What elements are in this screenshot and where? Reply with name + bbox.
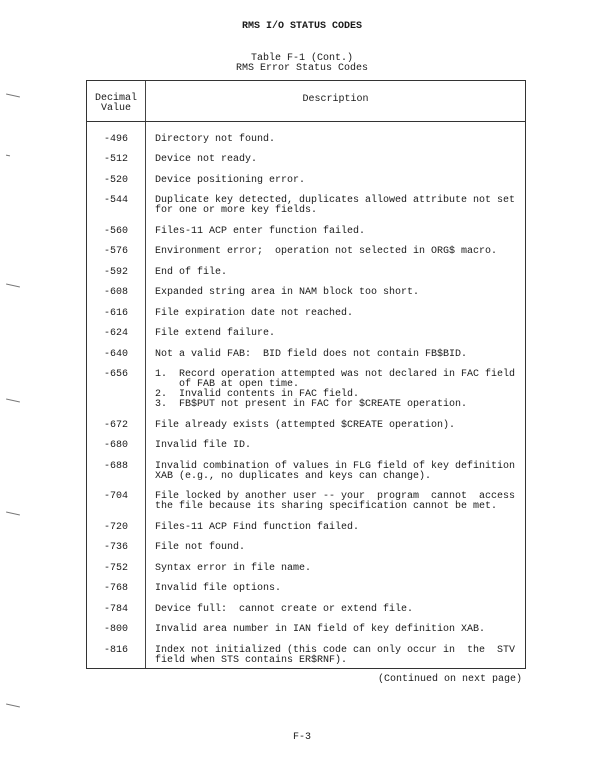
description bbox=[145, 421, 459, 431]
table-row bbox=[87, 553, 525, 574]
description-line: Device full: cannot create or extend file. bbox=[155, 603, 414, 615]
description-line: Files-11 ACP enter function failed. bbox=[155, 225, 366, 237]
table-row bbox=[87, 257, 525, 278]
decimal-value: -592 bbox=[103, 266, 128, 278]
table-row bbox=[87, 594, 525, 615]
status-codes-table bbox=[86, 80, 526, 669]
table-row bbox=[87, 360, 525, 411]
item-text bbox=[179, 400, 467, 410]
description bbox=[145, 441, 255, 451]
margin-mark bbox=[6, 155, 10, 157]
description-line: for one or more key fields. bbox=[155, 205, 318, 216]
margin-mark bbox=[6, 94, 20, 98]
table-body bbox=[87, 124, 525, 666]
decimal-value: -520 bbox=[103, 174, 128, 186]
description bbox=[145, 543, 249, 553]
table-number: Table F-1 (Cont.) bbox=[250, 53, 354, 64]
description-line: Invalid file options. bbox=[155, 583, 282, 594]
description bbox=[145, 247, 501, 257]
description bbox=[145, 492, 519, 512]
decimal-value: -800 bbox=[103, 624, 128, 635]
description bbox=[145, 309, 357, 319]
decimal-value: -608 bbox=[103, 287, 128, 298]
description-line: Invalid area number in IAN field of key definition XAB. bbox=[155, 624, 486, 635]
description bbox=[145, 564, 315, 574]
header-decimal-value bbox=[87, 94, 145, 114]
table-row bbox=[87, 165, 525, 186]
decimal-value: -768 bbox=[103, 583, 128, 594]
table-row bbox=[87, 410, 525, 431]
description-line: Not a valid FAB: BID field does not contain FB$BID. bbox=[155, 348, 468, 360]
item-number: 3. bbox=[155, 399, 168, 410]
description-line: Files-11 ACP Find function failed. bbox=[155, 521, 360, 533]
margin-mark bbox=[6, 512, 20, 516]
description bbox=[145, 370, 519, 410]
table-row bbox=[87, 186, 525, 217]
decimal-value: -736 bbox=[103, 542, 128, 553]
item-text bbox=[179, 370, 515, 390]
description-line: File not found. bbox=[155, 542, 246, 553]
decimal-value: -656 bbox=[103, 369, 128, 380]
description-line: Expanded string area in NAM block too short. bbox=[155, 287, 420, 298]
decimal-value: -680 bbox=[103, 440, 128, 451]
description-line: XAB (e.g., no duplicates and keys can change). bbox=[155, 470, 432, 482]
table-row bbox=[87, 451, 525, 482]
decimal-value: -688 bbox=[103, 460, 128, 472]
description bbox=[145, 155, 261, 165]
description bbox=[145, 135, 279, 145]
header-description: Description bbox=[302, 94, 369, 105]
description-line: Record operation attempted was not declared in FAC field bbox=[179, 369, 516, 380]
item-number: 1. bbox=[155, 369, 168, 380]
decimal-value: -576 bbox=[103, 246, 128, 257]
description-line: File already exists (attempted $CREATE operation). bbox=[155, 419, 456, 431]
decimal-value: -704 bbox=[103, 491, 128, 502]
description bbox=[145, 523, 363, 533]
description-line: FB$PUT not present in FAC for $CREATE operation. bbox=[179, 399, 468, 410]
description-line: File extend failure. bbox=[155, 328, 276, 339]
table-row bbox=[87, 512, 525, 533]
numbered-item bbox=[155, 400, 515, 410]
description-line: Directory not found. bbox=[155, 133, 276, 145]
table-row bbox=[87, 216, 525, 237]
description bbox=[145, 196, 519, 216]
description-line: Index not initialized (this code can only occur in the STV bbox=[155, 644, 516, 656]
table-row bbox=[87, 237, 525, 258]
header-label: Decimal bbox=[94, 93, 137, 104]
description-line: Invalid contents in FAC field. bbox=[179, 389, 360, 400]
description-line: Syntax error in file name. bbox=[155, 562, 312, 574]
table-caption bbox=[0, 54, 604, 74]
table-header bbox=[87, 81, 525, 122]
description bbox=[145, 605, 417, 615]
description-line: Device positioning error. bbox=[155, 174, 306, 186]
item-number: 2. bbox=[155, 389, 168, 400]
decimal-value: -720 bbox=[103, 521, 128, 533]
description-line: Invalid combination of values in FLG field of key definition bbox=[155, 460, 516, 472]
margin-mark bbox=[6, 704, 20, 708]
table-row bbox=[87, 124, 525, 145]
decimal-value: -624 bbox=[103, 328, 128, 339]
table-row bbox=[87, 533, 525, 554]
margin-mark bbox=[6, 284, 20, 288]
decimal-value: -496 bbox=[103, 133, 128, 145]
table-row bbox=[87, 431, 525, 452]
table-row bbox=[87, 482, 525, 513]
description bbox=[145, 625, 489, 635]
description-line: the file because its sharing specification cannot be met. bbox=[155, 501, 498, 512]
decimal-value: -672 bbox=[103, 419, 128, 431]
description-line: Duplicate key detected, duplicates allowed attribute not set bbox=[155, 195, 516, 206]
description-line: Invalid file ID. bbox=[155, 440, 252, 451]
table-title: RMS Error Status Codes bbox=[235, 63, 369, 74]
table-row bbox=[87, 145, 525, 166]
description bbox=[145, 646, 519, 666]
description bbox=[145, 329, 279, 339]
decimal-value: -784 bbox=[103, 603, 128, 615]
decimal-value: -512 bbox=[103, 154, 128, 165]
table-row bbox=[87, 574, 525, 595]
decimal-value: -560 bbox=[103, 225, 128, 237]
description bbox=[145, 288, 423, 298]
description bbox=[145, 268, 231, 278]
table-row bbox=[87, 278, 525, 299]
table-row bbox=[87, 319, 525, 340]
decimal-value: -640 bbox=[103, 348, 128, 360]
description-line: Device not ready. bbox=[155, 154, 258, 165]
table-row bbox=[87, 635, 525, 666]
margin-mark bbox=[6, 399, 20, 403]
description bbox=[145, 176, 309, 186]
description bbox=[145, 227, 369, 237]
table-row bbox=[87, 615, 525, 636]
decimal-value: -816 bbox=[103, 644, 128, 656]
page-title: RMS I/O STATUS CODES bbox=[241, 21, 363, 32]
decimal-value: -544 bbox=[103, 195, 128, 206]
continued-note: (Continued on next page) bbox=[377, 674, 522, 685]
description-line: Environment error; operation not selected in ORG$ macro. bbox=[155, 246, 498, 257]
description-line: File expiration date not reached. bbox=[155, 307, 354, 319]
description bbox=[145, 350, 471, 360]
decimal-value: -616 bbox=[103, 307, 128, 319]
description-line: of FAB at open time. bbox=[179, 379, 300, 390]
table-row bbox=[87, 298, 525, 319]
header-label: Value bbox=[100, 103, 131, 114]
table-row bbox=[87, 339, 525, 360]
description-line: field when STS contains ER$RNF). bbox=[155, 654, 348, 666]
numbered-item bbox=[155, 370, 515, 390]
page-number: F-3 bbox=[292, 732, 311, 743]
description bbox=[145, 584, 285, 594]
description-line: File locked by another user -- your program cannot access bbox=[155, 491, 516, 502]
description-line: End of file. bbox=[155, 266, 228, 278]
decimal-value: -752 bbox=[103, 562, 128, 574]
description bbox=[145, 462, 519, 482]
